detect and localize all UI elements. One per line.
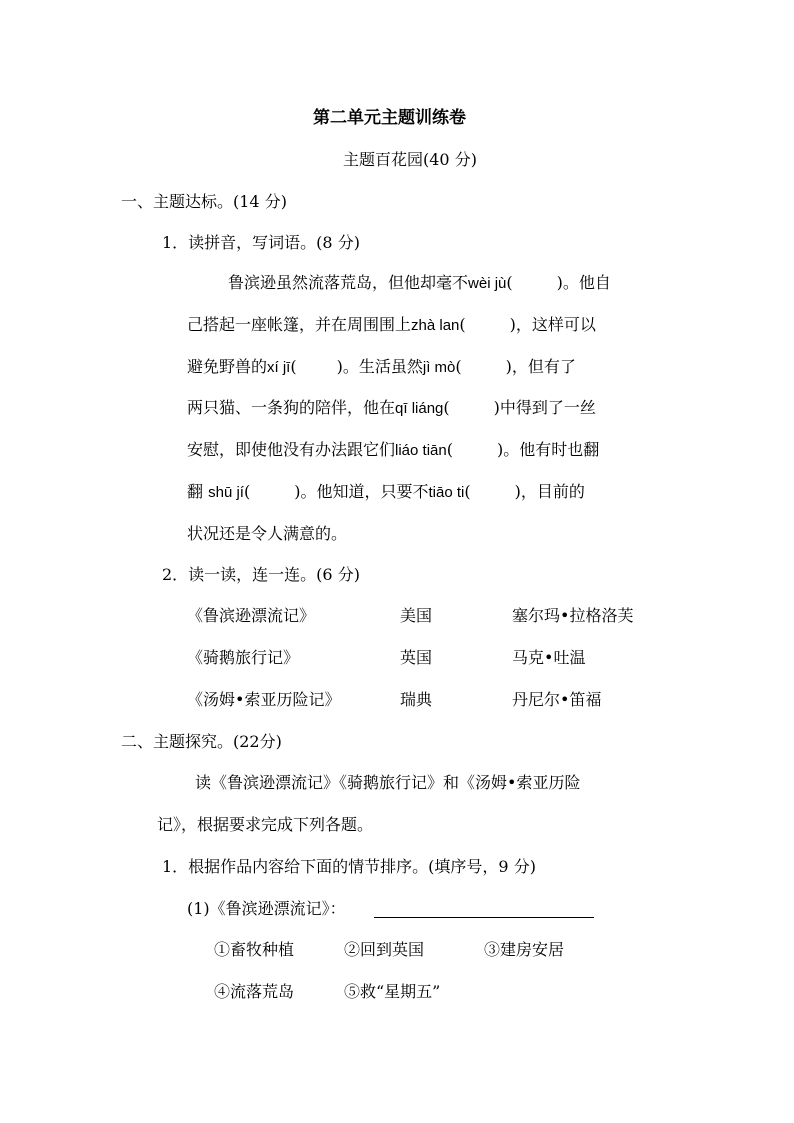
- section2-intro-line1: 读《鲁滨逊漂流记》《骑鹅旅行记》和《汤姆•索亚历险: [195, 773, 581, 792]
- text-segment: 避免野兽的: [187, 357, 268, 376]
- q2-heading: 2．读一读，连一连。(6 分): [162, 565, 360, 584]
- pinyin-prompt: zhà lan: [411, 317, 460, 334]
- text-segment: ，这样可以: [515, 315, 596, 334]
- text-segment: ，但有了: [511, 357, 576, 376]
- page-title: 第二单元主题训练卷: [313, 108, 466, 128]
- text-segment: 状况还是令人满意的。: [187, 524, 348, 543]
- text-segment: ，目前的: [520, 482, 585, 501]
- plot-option: ②回到英国: [344, 940, 425, 959]
- paragraph-line-3: [187, 357, 576, 378]
- pinyin-prompt: qī liáng: [395, 400, 444, 417]
- text-segment: 中得到了一丝: [499, 398, 596, 417]
- author-name[interactable]: 马克•吐温: [512, 648, 586, 667]
- section2-intro-line2: 记》，根据要求完成下列各题。: [157, 815, 374, 834]
- plot-option: ①畜牧种植: [214, 940, 295, 959]
- text-segment: 两只猫、一条狗的陪伴，他在: [187, 398, 396, 417]
- text-segment: 。他自: [562, 273, 611, 292]
- answer-blank[interactable]: ( ): [455, 357, 512, 376]
- book-title[interactable]: 《汤姆•索亚历险记》: [187, 690, 341, 709]
- pinyin-prompt: wèi jù: [468, 275, 507, 292]
- answer-blank[interactable]: ( ): [290, 357, 343, 376]
- text-segment: 安慰，即使他没有办法跟它们: [187, 440, 396, 459]
- text-segment: 。他知道，只要不: [300, 482, 429, 501]
- pinyin-prompt: xí jī: [267, 359, 291, 376]
- country-name[interactable]: 瑞典: [400, 690, 433, 709]
- answer-blank[interactable]: ( ): [443, 398, 500, 417]
- book-title[interactable]: 《鲁滨逊漂流记》: [187, 606, 316, 625]
- answer-blank[interactable]: ( ): [464, 482, 521, 501]
- text-segment: 。他有时也翻: [503, 440, 600, 459]
- pinyin-prompt: jì mò: [422, 359, 456, 376]
- author-name[interactable]: 塞尔玛•拉格洛芙: [512, 606, 634, 625]
- pinyin-prompt: liáo tiān: [395, 442, 447, 459]
- answer-blank[interactable]: ( ): [459, 315, 516, 334]
- paragraph-line-2: [187, 315, 596, 336]
- text-segment: 。生活虽然: [342, 357, 423, 376]
- author-name[interactable]: 丹尼尔•笛福: [512, 690, 602, 709]
- q1-heading: 1．读拼音，写词语。(8 分): [162, 233, 360, 252]
- text-segment: 翻: [187, 482, 204, 501]
- paragraph-line-6: [187, 482, 585, 503]
- plot-option: ⑤救“星期五”: [344, 982, 441, 1001]
- paragraph-line-4: [187, 398, 596, 419]
- answer-blank[interactable]: ( ): [446, 440, 504, 459]
- section1-heading: 一、主题达标。(14 分): [121, 192, 287, 211]
- text-segment: 鲁滨逊虽然流落荒岛，但他却毫不: [228, 273, 469, 292]
- pinyin-prompt: tiāo ti: [428, 484, 465, 501]
- paragraph-line-1: [228, 273, 611, 294]
- plot-option: ③建房安居: [484, 940, 565, 959]
- page-subtitle: 主题百花园(40 分): [343, 150, 477, 169]
- plot-option: ④流落荒岛: [214, 982, 295, 1001]
- paragraph-line-7: [187, 524, 347, 544]
- text-segment: 己搭起一座帐篷，并在周围围上: [187, 315, 412, 334]
- section2-heading: 二、主题探究。(22分): [121, 732, 282, 751]
- answer-blank[interactable]: ( ): [243, 482, 301, 501]
- pinyin-prompt: shū jí: [208, 484, 244, 501]
- answer-line[interactable]: [374, 917, 594, 918]
- s2-q1-heading: 1．根据作品内容给下面的情节排序。(填序号，9 分): [162, 857, 536, 876]
- s2-q1-sub1-label: (1)《鲁滨逊漂流记》：: [187, 899, 346, 918]
- country-name[interactable]: 美国: [400, 606, 433, 625]
- book-title[interactable]: 《骑鹅旅行记》: [187, 648, 300, 667]
- country-name[interactable]: 英国: [400, 648, 433, 667]
- paragraph-line-5: [187, 440, 599, 461]
- answer-blank[interactable]: ( ): [506, 273, 563, 292]
